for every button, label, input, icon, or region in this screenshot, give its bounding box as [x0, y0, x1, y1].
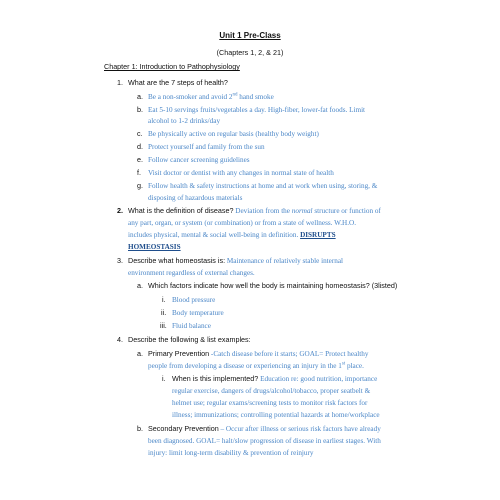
question-4-number: 4.	[117, 335, 123, 344]
list-marker: a.	[137, 281, 143, 290]
question-3-number: 3.	[117, 256, 123, 265]
list-item: Eat 5-10 servings fruits/vegetables a day. High-fiber, lower-fat foods. Limit	[148, 106, 366, 114]
question-2-line-1	[128, 206, 381, 216]
list-item-text: Be a non-smoker and avoid 2	[148, 93, 233, 101]
list-marker: c.	[137, 129, 143, 138]
page-title: Unit 1 Pre-Class	[219, 31, 281, 40]
answer-text: includes physical, mental & social well-being in definition.	[128, 231, 301, 239]
list-marker: e.	[137, 155, 143, 164]
chapter-heading: Chapter 1: Introduction to Pathophysiology	[104, 62, 240, 71]
term-label: Secondary Prevention	[148, 424, 219, 433]
list-marker: d.	[137, 142, 143, 151]
list-marker: b.	[137, 424, 143, 433]
list-marker: a.	[137, 92, 143, 101]
question-1-text: What are the 7 steps of health?	[128, 78, 228, 87]
list-item: Follow health & safety instructions at home and at work when using, storing, &	[148, 182, 378, 190]
list-item: Visit doctor or dentist with any changes in normal state of health	[148, 169, 334, 177]
superscript: st	[341, 361, 346, 367]
answer-text: Education re: good nutrition, importance	[258, 375, 378, 383]
question-3-text: Describe what homeostasis is:	[128, 256, 226, 265]
sub-question-text: When is this implemented?	[172, 374, 259, 383]
answer-text: Maintenance of relatively stable internal	[225, 257, 344, 265]
answer-line: been diagnosed. GOAL= halt/slow progression of disease in earliest stages. With	[148, 437, 381, 445]
list-marker: g.	[137, 181, 143, 190]
list-marker: f.	[137, 168, 141, 177]
list-marker: iii.	[160, 321, 167, 330]
answer-emphasis: HOMEOSTASIS	[128, 243, 181, 251]
answer-line: illness; immunizations; controlling potential hazards at home/workplace	[172, 411, 380, 419]
answer-line: helmet use; regular exams/screening tests to monitor risk factors for	[172, 399, 368, 407]
page-subtitle: (Chapters 1, 2, & 21)	[216, 48, 284, 57]
question-4-text: Describe the following & list examples:	[128, 335, 251, 344]
answer-line: regular exercise, dangers of drugs/alcohol/tobacco, proper seatbelt &	[172, 387, 371, 395]
list-item-tail: hand smoke	[237, 93, 274, 101]
list-marker: i.	[162, 374, 166, 383]
question-2-number: 2.	[117, 206, 123, 215]
list-item: Blood pressure	[172, 296, 216, 304]
answer-line: environment regardless of external changes.	[128, 269, 255, 277]
list-item: Follow cancer screening guidelines	[148, 156, 250, 164]
list-marker: b.	[137, 105, 143, 114]
answer-text: – Occur after illness or serious risk factors have already	[218, 425, 381, 433]
list-item: Fluid balance	[172, 322, 211, 330]
list-item-continuation: disposing of hazardous materials	[148, 194, 243, 202]
list-marker: a.	[137, 349, 143, 358]
answer-emphasis: DISRUPTS	[300, 231, 336, 239]
term-label: Primary Prevention	[148, 349, 210, 358]
answer-text: Deviation from the	[233, 207, 292, 215]
answer-text: -Catch disease before it starts; GOAL= Protect healthy	[209, 350, 369, 358]
list-marker: ii.	[161, 308, 167, 317]
superscript: nd	[232, 92, 238, 98]
list-item: Protect yourself and family from the sun	[148, 143, 265, 151]
secondary-prevention-line-1	[148, 424, 381, 434]
answer-line: any part, organ, or system (or combination) or from a state of wellness. W.H.O.	[128, 219, 357, 227]
question-1-number: 1.	[117, 78, 123, 87]
list-marker: i.	[162, 295, 166, 304]
answer-italic: normal	[291, 207, 313, 215]
answer-line	[128, 230, 336, 240]
list-item: Be physically active on regular basis (healthy body weight)	[148, 130, 319, 138]
answer-line: injury: limit long-term disability & prevention of reinjury	[148, 449, 314, 457]
answer-line	[148, 361, 364, 371]
question-3-line-1	[128, 256, 343, 266]
answer-text: structure or function of	[312, 207, 381, 215]
question-2-text: What is the definition of disease?	[128, 206, 234, 215]
answer-text: place.	[345, 362, 364, 370]
implementation-line-1	[172, 374, 377, 384]
list-item: Body temperature	[172, 309, 224, 317]
list-item-continuation: alcohol to 1-2 drinks/day	[148, 117, 221, 125]
list-item	[148, 92, 274, 102]
answer-text: people from developing a disease or experiencing an injury in the 1	[148, 362, 342, 370]
primary-prevention-line-1	[148, 349, 368, 359]
sub-question-text: Which factors indicate how well the body is maintaining homeostasis? (3listed)	[148, 281, 398, 290]
